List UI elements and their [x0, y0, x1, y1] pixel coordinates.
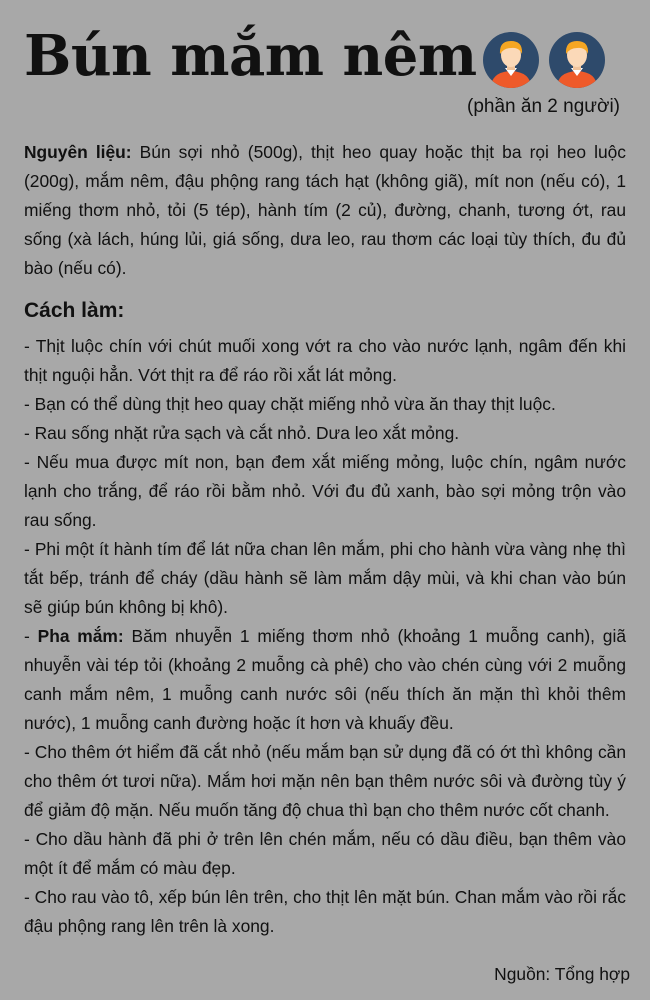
method-step: - Thịt luộc chín với chút muối xong vớt ra cho vào nước lạnh, ngâm đến khi thịt nguội hẳn. Vớt thịt ra để ráo rồi xắt lát mỏng.	[24, 336, 626, 385]
ingredients-label: Nguyên liệu:	[24, 142, 132, 162]
person-icon	[549, 32, 605, 88]
person-icon	[483, 32, 539, 88]
method-title: Cách làm:	[24, 299, 125, 322]
recipe-title: Bún mắm nêm	[24, 23, 477, 89]
method-step: - Bạn có thể dùng thịt heo quay chặt miếng nhỏ vừa ăn thay thịt luộc.	[24, 394, 556, 414]
method-step: - Cho thêm ớt hiểm đã cắt nhỏ (nếu mắm bạn sử dụng đã có ớt thì không cần cho thêm ớt tươi nữa). Mắm hơi mặn nên bạn thêm nước sôi và đường tùy ý để giảm độ mặn. Nếu muốn tăng độ chua thì bạn cho thêm nước cốt chanh.	[24, 742, 626, 820]
pha-mam-step	[24, 622, 626, 738]
ingredients-paragraph	[24, 138, 626, 283]
ingredients-text: Bún sợi nhỏ (500g), thịt heo quay hoặc thịt ba rọi heo luộc (200g), mắm nêm, đậu phộng rang tách hạt (không giã), mít non (nếu có), 1 miếng thơm nhỏ, tỏi (5 tép), hành tím (2 củ), đường, chanh, tương ớt, rau sống (xà lách, húng lủi, giá sống, dưa leo, rau thơm các loại tùy thích, đu đủ bào (nếu có).	[24, 142, 626, 278]
servings-avatars	[483, 32, 605, 88]
recipe-body	[24, 138, 626, 941]
method-step: - Rau sống nhặt rửa sạch và cắt nhỏ. Dưa leo xắt mỏng.	[24, 423, 460, 443]
servings-note: (phần ăn 2 người)	[467, 96, 620, 117]
pha-mam-prefix: -	[24, 626, 38, 646]
method-step: - Cho rau vào tô, xếp bún lên trên, cho thịt lên mặt bún. Chan mắm vào rồi rắc đậu phộng rang lên trên là xong.	[24, 887, 626, 936]
method-step: - Nếu mua được mít non, bạn đem xắt miếng mỏng, luộc chín, ngâm nước lạnh cho trắng, để ráo rồi bằm nhỏ. Với đu đủ xanh, bào sợi mỏng trộn vào rau sống.	[24, 452, 626, 530]
method-step: - Phi một ít hành tím để lát nữa chan lên mắm, phi cho hành vừa vàng nhẹ thì tắt bếp, tránh để cháy (dầu hành sẽ làm mắm dậy mùi, và khi chan vào bún sẽ giúp bún không bị khô).	[24, 539, 626, 617]
pha-mam-label: Pha mắm:	[37, 626, 124, 646]
method-step: - Cho dầu hành đã phi ở trên lên chén mắm, nếu có dầu điều, bạn thêm vào một ít để mắm có màu đẹp.	[24, 829, 626, 878]
pha-mam-text: Băm nhuyễn 1 miếng thơm nhỏ (khoảng 1 muỗng canh), giã nhuyễn vài tép tỏi (khoảng 2 muỗng cà phê) cho vào chén cùng với 2 muỗng canh mắm nêm, 1 muỗng canh nước sôi (nếu thích ăn mặn thì khỏi thêm nước), 1 muỗng canh đường hoặc ít hơn và khuấy đều.	[24, 626, 626, 733]
source-credit: Nguồn: Tổng hợp	[494, 964, 630, 984]
